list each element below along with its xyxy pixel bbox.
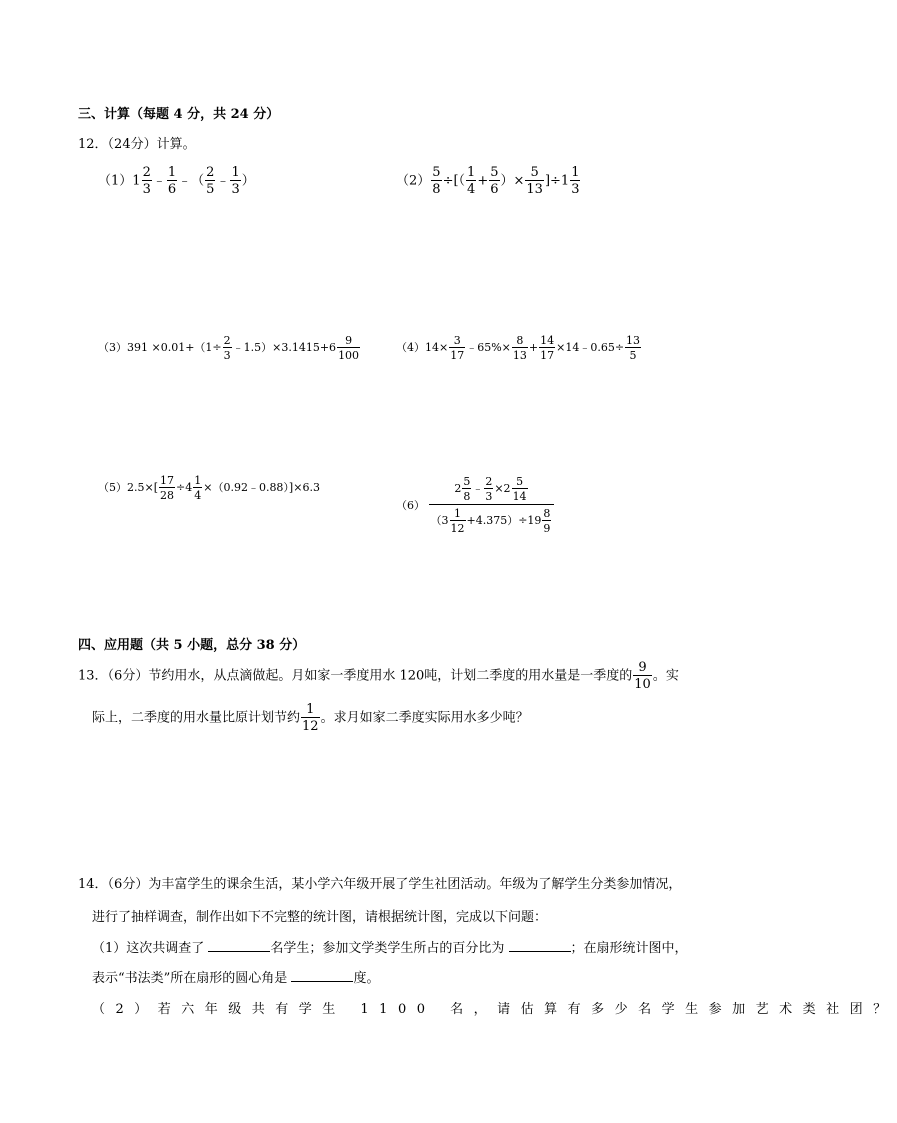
question-text: 。实 <box>652 668 679 684</box>
compound-denominator: （3 $\frac{1}{12}$ +4.375）÷19 $\frac{8}{9}$ <box>430 507 551 535</box>
fraction: $\frac{5}{8}$ <box>463 475 471 503</box>
fraction: $\frac{9}{100}$ <box>338 334 360 362</box>
part5-label: （5） <box>98 481 127 494</box>
answer-blank[interactable] <box>208 939 270 952</box>
q12-part3 <box>98 335 361 361</box>
question-text: 际上，二季度的用水量比原计划节约 <box>92 710 301 726</box>
fraction: $\frac{1}{4}$ <box>194 474 202 502</box>
q12-part1 <box>98 166 255 196</box>
fraction: $\frac{14}{17}$ <box>540 334 555 362</box>
fraction: $\frac{1}{3}$ <box>571 165 580 197</box>
mixed-whole: 1 <box>132 173 141 189</box>
compound-numerator: 2 $\frac{5}{8}$ ﹣ $\frac{2}{3}$ ×2 $\frac{5}{14}$ <box>429 476 555 505</box>
expression-text: ÷4 <box>176 481 193 494</box>
fraction: $\frac{1}{4}$ <box>467 165 476 197</box>
fraction: $\frac{8}{9}$ <box>543 507 551 535</box>
section4-title: 四、应用题（共 5 小题，总分 38 分） <box>78 638 306 653</box>
part1-label: （1） <box>98 173 133 189</box>
fraction: $\frac{5}{6}$ <box>490 165 499 197</box>
fraction: $\frac{2}{3}$ <box>485 475 493 503</box>
fraction: $\frac{2}{5}$ <box>206 165 215 197</box>
q12-part6 <box>396 476 554 534</box>
fraction: $\frac{1}{6}$ <box>167 165 177 197</box>
part2-label: （2） <box>396 173 431 189</box>
operator: ]÷1 <box>544 173 570 189</box>
q12-part4 <box>396 335 642 361</box>
q12-part2 <box>396 166 581 196</box>
fraction: $\frac{5}{14}$ <box>512 475 527 503</box>
part4-label: （4） <box>396 341 425 354</box>
expression-text: 2.5×[ <box>127 481 159 494</box>
expression-text: 14× <box>425 341 449 354</box>
compound-fraction <box>429 476 555 534</box>
q12-part5 <box>98 475 320 501</box>
expression-text: ×14﹣0.65÷ <box>556 341 625 354</box>
fraction: $\frac{5}{8}$ <box>432 165 441 197</box>
section3-title: 三、计算（每题 4 分，共 24 分） <box>78 107 280 122</box>
fraction: $\frac{17}{28}$ <box>160 474 175 502</box>
answer-blank[interactable] <box>291 969 353 982</box>
operator: ）× <box>500 173 525 189</box>
q14-line5: （2）若六年级共有学生 1100 名，请估算有多少名学生参加艺术类社团？ <box>92 1002 897 1017</box>
fraction: $\frac{1}{3}$ <box>231 165 240 197</box>
q14-line3: （1）这次共调查了 名学生；参加文学类学生所占的百分比为 ；在扇形统计图中， <box>92 941 688 956</box>
operator: ÷[（ <box>442 173 466 189</box>
fraction: $\frac{8}{13}$ <box>512 334 527 362</box>
fraction: $\frac{13}{5}$ <box>626 334 641 362</box>
fraction: $\frac{1}{12}$ <box>302 702 319 734</box>
expression-text: 391 ×0.01+（1÷ <box>127 341 222 354</box>
expression-text: ×（0.92﹣0.88）]×6.3 <box>203 481 320 494</box>
q14-line4: 表示“书法类”所在扇形的圆心角是 度。 <box>92 971 380 986</box>
part6-label: （6） <box>396 499 425 512</box>
part3-label: （3） <box>98 341 127 354</box>
question-text: 13．（6分）节约用水，从点滴做起。月如家一季度用水 120吨，计划二季度的用水量是一季度的 <box>78 668 633 684</box>
operator: + <box>477 173 489 189</box>
question-text: 。求月如家二季度实际用水多少吨？ <box>320 710 529 726</box>
fraction: $\frac{9}{10}$ <box>634 660 651 692</box>
fraction: $\frac{2}{3}$ <box>142 165 151 197</box>
operator: ﹣ <box>152 173 166 189</box>
operator: ﹣ <box>216 173 230 189</box>
fraction: $\frac{3}{17}$ <box>450 334 465 362</box>
answer-blank[interactable] <box>509 939 571 952</box>
fraction: $\frac{5}{13}$ <box>526 165 543 197</box>
q14-line2: 进行了抽样调查，制作出如下不完整的统计图，请根据统计图，完成以下问题： <box>92 910 548 925</box>
fraction: $\frac{1}{12}$ <box>450 507 465 535</box>
operator: + <box>528 341 539 354</box>
fraction: $\frac{2}{3}$ <box>223 334 231 362</box>
q13-line2 <box>92 703 529 733</box>
operator: ﹣（ <box>178 173 205 189</box>
operator: ） <box>241 173 255 189</box>
expression-text: ﹣1.5）×3.1415+6 <box>232 341 337 354</box>
q13-line1 <box>78 661 679 691</box>
q12-stem: 12．（24分）计算。 <box>78 137 196 152</box>
expression-text: ﹣65%× <box>466 341 511 354</box>
q14-line1: 14．（6分）为丰富学生的课余生活，某小学六年级开展了学生社团活动。年级为了解学生分类参加情况， <box>78 877 682 892</box>
